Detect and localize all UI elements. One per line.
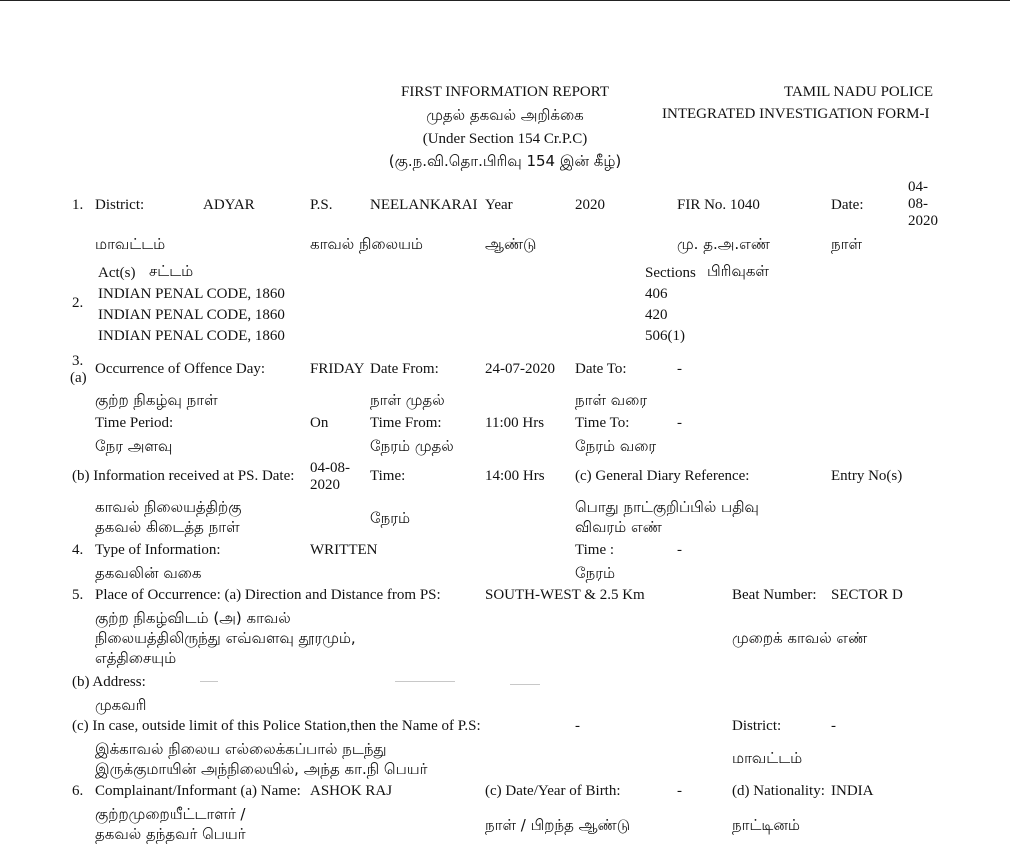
date-label: Date: [831, 197, 864, 213]
acts-label-tamil: சட்டம் [149, 262, 194, 280]
general-diary-label: (c) General Diary Reference: [575, 468, 750, 484]
time-to-label-tamil: நேரம் வரை [575, 437, 657, 455]
year-label: Year [485, 197, 513, 213]
info-received-label-tamil-2: தகவல் கிடைத்த நாள் [95, 518, 240, 536]
ps-label-tamil: காவல் நிலையம் [310, 235, 424, 253]
outside-limit-label-tamil-1: இக்காவல் நிலைய எல்லைக்கப்பால் நடந்து [95, 740, 387, 758]
birth-date-label-tamil: நாள் / பிறந்த ஆண்டு [485, 816, 631, 834]
time-from-value: 11:00 Hrs [485, 415, 545, 431]
complainant-label-tamil-1: குற்றமுறையீட்டாளர் / [95, 805, 246, 823]
date-label-tamil: நாள் [831, 235, 862, 253]
section-entry: 420 [645, 307, 668, 323]
report-title-tamil: முதல் தகவல் அறிக்கை [426, 106, 584, 124]
sections-label: Sections [645, 265, 696, 281]
item-number-2: 2. [72, 295, 84, 311]
place-label-tamil-2: நிலையத்திலிருந்து எவ்வளவு தூரமும், [95, 629, 356, 647]
district-label-tamil: மாவட்டம் [95, 235, 166, 253]
fir-number: FIR No. 1040 [677, 197, 760, 213]
info-time-label-tamil: நேரம் [370, 509, 411, 527]
nationality-label-tamil: நாட்டினம் [732, 816, 800, 834]
sections-label-tamil: பிரிவுகள் [707, 262, 769, 280]
birth-date-label: (c) Date/Year of Birth: [485, 783, 621, 799]
info-type-time-label-tamil: நேரம் [575, 564, 616, 582]
outside-limit-ps-value: - [575, 718, 580, 734]
org-name: TAMIL NADU POLICE [784, 84, 934, 100]
outside-district-label-tamil: மாவட்டம் [732, 749, 803, 767]
place-label-tamil-3: எத்திசையும் [95, 649, 177, 667]
info-time-value: 14:00 Hrs [485, 468, 545, 484]
section-entry: 506(1) [645, 328, 685, 344]
info-type-time-value: - [677, 542, 682, 558]
complainant-name-value: ASHOK RAJ [310, 783, 393, 799]
address-label: (b) Address: [72, 674, 146, 690]
act-entry: INDIAN PENAL CODE, 1860 [98, 328, 285, 344]
form-name: INTEGRATED INVESTIGATION FORM-I [662, 106, 930, 122]
date-from-label-tamil: நாள் முதல் [370, 391, 445, 409]
occurrence-day-label-tamil: குற்ற நிகழ்வு நாள் [95, 391, 218, 409]
top-border [0, 0, 1010, 1]
date-from-label: Date From: [370, 361, 439, 377]
report-section-tamil: (கு.ந.வி.தொ.பிரிவு 154 இன் கீழ்) [388, 152, 622, 170]
info-type-value: WRITTEN [310, 542, 378, 558]
occurrence-day-value: FRIDAY [310, 361, 365, 377]
year-value: 2020 [575, 197, 605, 213]
outside-district-label: District: [732, 718, 782, 734]
ps-label: P.S. [310, 197, 333, 213]
district-value: ADYAR [203, 197, 255, 213]
address-label-tamil: முகவரி [95, 696, 147, 714]
general-diary-label-tamil-1: பொது நாட்குறிப்பில் பதிவு [575, 498, 759, 516]
place-label-tamil-1: குற்ற நிகழ்விடம் (அ) காவல் [95, 609, 291, 627]
info-type-label: Type of Information: [95, 542, 221, 558]
time-from-label: Time From: [370, 415, 442, 431]
date-to-value: - [677, 361, 682, 377]
date-from-value: 24-07-2020 [485, 361, 555, 377]
complainant-name-label: Complainant/Informant (a) Name: [95, 783, 301, 799]
item-number-6: 6. [72, 783, 84, 799]
complainant-label-tamil-2: தகவல் தந்தவர் பெயர் [95, 825, 246, 843]
fir-date-part1: 04- [908, 179, 928, 195]
date-to-label: Date To: [575, 361, 627, 377]
beat-number-value: SECTOR D [831, 587, 903, 603]
general-diary-label-tamil-2: விவரம் எண் [575, 518, 662, 536]
outside-limit-label-tamil-2: இருக்குமாயின் அந்நிலையில், அந்த கா.நி பெயர் [95, 760, 428, 778]
info-received-date-part1: 04-08- [310, 460, 350, 476]
year-label-tamil: ஆண்டு [485, 235, 537, 253]
time-from-label-tamil: நேரம் முதல் [370, 437, 454, 455]
time-period-label: Time Period: [95, 415, 174, 431]
redacted-address [395, 681, 455, 682]
info-time-label: Time: [370, 468, 406, 484]
outside-limit-label: (c) In case, outside limit of this Police Station,then the Name of P.S: [72, 718, 481, 734]
info-received-date-part2: 2020 [310, 477, 340, 493]
entry-number-label: Entry No(s) [831, 468, 903, 484]
nationality-label: (d) Nationality: [732, 783, 825, 799]
act-entry: INDIAN PENAL CODE, 1860 [98, 307, 285, 323]
info-received-label: (b) Information received at PS. Date: [72, 468, 295, 484]
info-received-label-tamil-1: காவல் நிலையத்திற்கு [95, 498, 242, 516]
birth-date-value: - [677, 783, 682, 799]
beat-number-label: Beat Number: [732, 587, 817, 603]
info-type-label-tamil: தகவலின் வகை [95, 564, 202, 582]
district-label: District: [95, 197, 145, 213]
place-of-occurrence-label: Place of Occurrence: (a) Direction and Distance from PS: [95, 587, 441, 603]
fir-date-part2: 08- [908, 196, 928, 212]
item-number-4: 4. [72, 542, 84, 558]
ps-value: NEELANKARAI [370, 197, 478, 213]
item-3-sub-a: (a) [70, 370, 87, 386]
time-to-label: Time To: [575, 415, 630, 431]
act-entry: INDIAN PENAL CODE, 1860 [98, 286, 285, 302]
time-to-value: - [677, 415, 682, 431]
info-type-time-label: Time : [575, 542, 615, 558]
direction-distance-value: SOUTH-WEST & 2.5 Km [485, 587, 645, 603]
time-period-value: On [310, 415, 329, 431]
redacted-address [200, 681, 218, 682]
fir-date-part3: 2020 [908, 213, 938, 229]
report-title: FIRST INFORMATION REPORT [400, 84, 610, 100]
item-number-5: 5. [72, 587, 84, 603]
beat-number-label-tamil: முறைக் காவல் எண் [732, 629, 868, 647]
item-number-3: 3. [72, 353, 84, 369]
nationality-value: INDIA [831, 783, 874, 799]
outside-district-value: - [831, 718, 836, 734]
occurrence-day-label: Occurrence of Offence Day: [95, 361, 266, 377]
fir-label-tamil: மு. த.அ.எண் [677, 235, 770, 253]
item-number-1: 1. [72, 197, 84, 213]
date-to-label-tamil: நாள் வரை [575, 391, 648, 409]
acts-label: Act(s) [98, 265, 136, 281]
redacted-address [510, 684, 540, 685]
time-period-label-tamil: நேர அளவு [95, 437, 173, 455]
section-entry: 406 [645, 286, 668, 302]
report-section: (Under Section 154 Cr.P.C) [422, 131, 588, 147]
